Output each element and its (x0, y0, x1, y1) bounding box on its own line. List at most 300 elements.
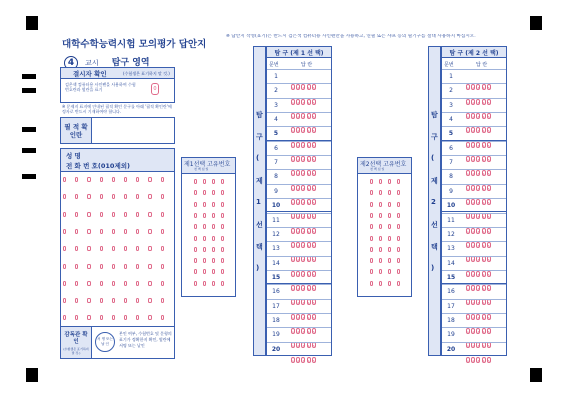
answer-bubble[interactable]: 3 (302, 114, 305, 119)
answer-bubble[interactable]: 5 (487, 186, 490, 191)
grid-bubble[interactable] (75, 281, 78, 286)
grid-bubble[interactable] (221, 224, 224, 229)
grid-bubble[interactable] (203, 281, 206, 286)
answer-bubble[interactable]: 1 (292, 100, 294, 105)
grid-bubble[interactable] (221, 269, 224, 274)
answer-bubble[interactable]: 2 (297, 272, 300, 277)
answer-bubble[interactable]: 2 (472, 358, 475, 363)
answer-bubble[interactable]: 5 (487, 215, 490, 220)
answer-bubble[interactable]: 2 (472, 258, 475, 263)
grid-bubble[interactable] (388, 179, 391, 184)
answer-bubble[interactable]: 5 (487, 272, 490, 277)
grid-bubble[interactable] (221, 213, 224, 218)
grid-bubble[interactable] (112, 177, 115, 182)
answer-bubble[interactable]: 1 (292, 200, 294, 205)
grid-bubble[interactable] (136, 212, 139, 217)
answer-bubble[interactable]: 2 (297, 114, 300, 119)
answer-bubble[interactable]: 4 (482, 186, 485, 191)
grid-bubble[interactable] (388, 213, 391, 218)
grid-bubble[interactable] (136, 229, 139, 234)
answer-bubble[interactable]: 5 (487, 86, 490, 91)
grid-bubble[interactable] (161, 264, 164, 269)
grid-bubble[interactable] (388, 281, 391, 286)
grid-bubble[interactable] (75, 212, 78, 217)
grid-bubble[interactable] (87, 315, 90, 320)
answer-bubble[interactable]: 3 (477, 186, 480, 191)
grid-bubble[interactable] (75, 315, 78, 320)
grid-bubble[interactable] (203, 258, 206, 263)
answer-bubble[interactable]: 3 (302, 157, 305, 162)
answer-bubble[interactable]: 5 (312, 258, 315, 263)
answer-bubble[interactable]: 5 (312, 129, 315, 134)
grid-bubble[interactable] (148, 281, 151, 286)
answer-bubble[interactable]: 5 (487, 258, 490, 263)
grid-bubble[interactable] (203, 236, 206, 241)
grid-bubble[interactable] (75, 264, 78, 269)
grid-bubble[interactable] (124, 281, 127, 286)
answer-bubble[interactable]: 4 (482, 100, 485, 105)
grid-bubble[interactable] (63, 229, 66, 234)
answer-bubble[interactable]: 1 (467, 86, 469, 91)
answer-bubble[interactable]: 1 (467, 315, 469, 320)
grid-bubble[interactable] (397, 224, 400, 229)
answer-bubble[interactable]: 2 (297, 244, 300, 249)
answer-bubble[interactable]: 5 (312, 143, 315, 148)
answer-bubble[interactable]: 5 (487, 114, 490, 119)
answer-bubble[interactable]: 5 (312, 86, 315, 91)
grid-bubble[interactable] (203, 224, 206, 229)
answer-bubble[interactable]: 2 (297, 344, 300, 349)
grid-bubble[interactable] (370, 202, 373, 207)
answer-bubble[interactable]: 5 (312, 330, 315, 335)
grid-bubble[interactable] (112, 315, 115, 320)
grid-bubble[interactable] (148, 264, 151, 269)
grid-bubble[interactable] (194, 213, 197, 218)
answer-bubble[interactable]: 4 (307, 272, 310, 277)
answer-bubble[interactable]: 5 (487, 157, 490, 162)
grid-bubble[interactable] (194, 247, 197, 252)
grid-bubble[interactable] (370, 269, 373, 274)
answer-bubble[interactable]: 5 (487, 172, 490, 177)
answer-bubble[interactable]: 1 (467, 100, 469, 105)
answer-bubble[interactable]: 3 (302, 200, 305, 205)
answer-bubble[interactable]: 2 (472, 114, 475, 119)
answer-bubble[interactable]: 1 (292, 143, 294, 148)
grid-bubble[interactable] (379, 247, 382, 252)
absent-check-bubble[interactable]: 0 (151, 83, 159, 95)
grid-bubble[interactable] (87, 246, 90, 251)
grid-bubble[interactable] (370, 213, 373, 218)
grid-bubble[interactable] (87, 264, 90, 269)
answer-bubble[interactable]: 5 (312, 114, 315, 119)
answer-bubble[interactable]: 4 (482, 301, 485, 306)
grid-bubble[interactable] (112, 229, 115, 234)
answer-bubble[interactable]: 2 (297, 86, 300, 91)
grid-bubble[interactable] (212, 224, 215, 229)
grid-bubble[interactable] (136, 246, 139, 251)
answer-bubble[interactable]: 3 (302, 186, 305, 191)
grid-bubble[interactable] (63, 177, 66, 182)
answer-bubble[interactable]: 3 (302, 344, 305, 349)
grid-bubble[interactable] (136, 281, 139, 286)
grid-bubble[interactable] (112, 298, 115, 303)
grid-bubble[interactable] (124, 229, 127, 234)
code1-bubble-grid[interactable] (194, 179, 234, 294)
answer-bubble[interactable]: 5 (487, 200, 490, 205)
answer-bubble[interactable]: 4 (482, 287, 485, 292)
answer-bubble[interactable]: 5 (487, 100, 490, 105)
grid-bubble[interactable] (112, 246, 115, 251)
grid-bubble[interactable] (221, 258, 224, 263)
answer-bubble[interactable]: 2 (472, 330, 475, 335)
answer-bubble[interactable]: 4 (482, 344, 485, 349)
grid-bubble[interactable] (112, 212, 115, 217)
answer-bubble[interactable]: 3 (477, 344, 480, 349)
answer-bubble[interactable]: 4 (482, 258, 485, 263)
grid-bubble[interactable] (203, 179, 206, 184)
answer-bubble[interactable]: 2 (297, 315, 300, 320)
answer-bubble[interactable]: 4 (307, 100, 310, 105)
grid-bubble[interactable] (212, 190, 215, 195)
answer-bubble[interactable]: 4 (307, 244, 310, 249)
grid-bubble[interactable] (388, 258, 391, 263)
grid-bubble[interactable] (379, 224, 382, 229)
grid-bubble[interactable] (75, 246, 78, 251)
answer-bubble[interactable]: 2 (472, 143, 475, 148)
answer-bubble[interactable]: 4 (307, 114, 310, 119)
grid-bubble[interactable] (397, 202, 400, 207)
answer-bubble[interactable]: 5 (312, 172, 315, 177)
grid-bubble[interactable] (212, 202, 215, 207)
answer-bubble[interactable]: 3 (302, 315, 305, 320)
answer-bubble[interactable]: 3 (302, 86, 305, 91)
grid-bubble[interactable] (161, 246, 164, 251)
grid-bubble[interactable] (379, 281, 382, 286)
answer-bubble[interactable]: 3 (477, 229, 480, 234)
answer-bubble[interactable]: 2 (297, 258, 300, 263)
grid-bubble[interactable] (194, 202, 197, 207)
answer-bubble[interactable]: 1 (292, 344, 294, 349)
answer-bubble[interactable]: 1 (467, 229, 469, 234)
answer-bubble[interactable]: 2 (297, 287, 300, 292)
answer-bubble[interactable]: 3 (477, 330, 480, 335)
answer-bubble[interactable]: 1 (292, 301, 294, 306)
grid-bubble[interactable] (112, 281, 115, 286)
grid-bubble[interactable] (63, 212, 66, 217)
answer-bubble[interactable]: 5 (487, 344, 490, 349)
answer-bubble[interactable]: 2 (472, 129, 475, 134)
answer-bubble[interactable]: 4 (482, 157, 485, 162)
answer-bubble[interactable]: 4 (307, 258, 310, 263)
answer-bubble[interactable]: 5 (312, 315, 315, 320)
answer-bubble[interactable]: 5 (487, 229, 490, 234)
grid-bubble[interactable] (203, 190, 206, 195)
grid-bubble[interactable] (161, 229, 164, 234)
answer-bubble[interactable]: 3 (302, 100, 305, 105)
answer-bubble[interactable]: 2 (297, 172, 300, 177)
handwriting-input-area[interactable] (92, 118, 175, 143)
answer-bubble[interactable]: 1 (467, 258, 469, 263)
grid-bubble[interactable] (161, 298, 164, 303)
answer-bubble[interactable]: 1 (467, 272, 469, 277)
answer-bubble[interactable]: 3 (477, 244, 480, 249)
answer-bubble[interactable]: 1 (467, 200, 469, 205)
answer-bubble[interactable]: 2 (472, 186, 475, 191)
answer-bubble[interactable]: 4 (307, 157, 310, 162)
answer-bubble[interactable]: 2 (297, 301, 300, 306)
answer-bubble[interactable]: 1 (467, 172, 469, 177)
grid-bubble[interactable] (124, 246, 127, 251)
grid-bubble[interactable] (203, 247, 206, 252)
grid-bubble[interactable] (203, 213, 206, 218)
grid-bubble[interactable] (63, 194, 66, 199)
grid-bubble[interactable] (87, 177, 90, 182)
answer-bubble[interactable]: 4 (307, 358, 310, 363)
answer-bubble[interactable]: 1 (467, 301, 469, 306)
grid-bubble[interactable] (388, 247, 391, 252)
grid-bubble[interactable] (148, 194, 151, 199)
grid-bubble[interactable] (370, 247, 373, 252)
answer-bubble[interactable]: 1 (292, 272, 294, 277)
grid-bubble[interactable] (161, 281, 164, 286)
answer-bubble[interactable]: 1 (467, 330, 469, 335)
answer-bubble[interactable]: 4 (482, 143, 485, 148)
answer-bubble[interactable]: 5 (487, 330, 490, 335)
grid-bubble[interactable] (136, 264, 139, 269)
grid-bubble[interactable] (379, 213, 382, 218)
answer-bubble[interactable]: 5 (312, 100, 315, 105)
grid-bubble[interactable] (221, 179, 224, 184)
answer-bubble[interactable]: 3 (302, 129, 305, 134)
grid-bubble[interactable] (63, 246, 66, 251)
grid-bubble[interactable] (212, 236, 215, 241)
answer-bubble[interactable]: 5 (312, 244, 315, 249)
grid-bubble[interactable] (87, 194, 90, 199)
grid-bubble[interactable] (87, 298, 90, 303)
answer-bubble[interactable]: 2 (472, 315, 475, 320)
answer-bubble[interactable]: 4 (307, 215, 310, 220)
answer-bubble[interactable]: 4 (307, 344, 310, 349)
grid-bubble[interactable] (221, 190, 224, 195)
grid-bubble[interactable] (194, 269, 197, 274)
answer-bubble[interactable]: 1 (467, 186, 469, 191)
answer-bubble[interactable]: 2 (472, 229, 475, 234)
answer-bubble[interactable]: 5 (312, 157, 315, 162)
grid-bubble[interactable] (397, 236, 400, 241)
grid-bubble[interactable] (124, 194, 127, 199)
answer-bubble[interactable]: 4 (307, 200, 310, 205)
answer-bubble[interactable]: 2 (297, 143, 300, 148)
grid-bubble[interactable] (388, 236, 391, 241)
answer-bubble[interactable]: 4 (307, 330, 310, 335)
answer-bubble[interactable]: 4 (482, 215, 485, 220)
grid-bubble[interactable] (112, 264, 115, 269)
grid-bubble[interactable] (203, 202, 206, 207)
answer-bubble[interactable]: 3 (477, 114, 480, 119)
answer-bubble[interactable]: 2 (472, 344, 475, 349)
answer-bubble[interactable]: 1 (467, 143, 469, 148)
answer-bubble[interactable]: 3 (477, 215, 480, 220)
grid-bubble[interactable] (397, 281, 400, 286)
grid-bubble[interactable] (370, 281, 373, 286)
grid-bubble[interactable] (136, 298, 139, 303)
answer-bubble[interactable]: 2 (472, 200, 475, 205)
grid-bubble[interactable] (148, 298, 151, 303)
answer-bubble[interactable]: 1 (292, 129, 294, 134)
answer-bubble[interactable]: 3 (477, 129, 480, 134)
grid-bubble[interactable] (397, 179, 400, 184)
answer-bubble[interactable]: 2 (297, 129, 300, 134)
answer-bubble[interactable]: 2 (472, 301, 475, 306)
answer-bubble[interactable]: 1 (292, 114, 294, 119)
answer-bubble[interactable]: 1 (467, 358, 469, 363)
answer-bubble[interactable]: 2 (472, 157, 475, 162)
grid-bubble[interactable] (63, 298, 66, 303)
grid-bubble[interactable] (136, 177, 139, 182)
grid-bubble[interactable] (124, 264, 127, 269)
answer-bubble[interactable]: 5 (487, 315, 490, 320)
grid-bubble[interactable] (148, 246, 151, 251)
answer-bubble[interactable]: 2 (297, 330, 300, 335)
grid-bubble[interactable] (148, 177, 151, 182)
answer-bubble[interactable]: 1 (467, 157, 469, 162)
grid-bubble[interactable] (212, 281, 215, 286)
answer-bubble[interactable]: 4 (307, 143, 310, 148)
grid-bubble[interactable] (388, 269, 391, 274)
answer-bubble[interactable]: 3 (302, 287, 305, 292)
grid-bubble[interactable] (148, 229, 151, 234)
grid-bubble[interactable] (161, 177, 164, 182)
answer-bubble[interactable]: 2 (472, 172, 475, 177)
answer-bubble[interactable]: 5 (312, 358, 315, 363)
answer-bubble[interactable]: 3 (477, 86, 480, 91)
answer-bubble[interactable]: 4 (307, 301, 310, 306)
answer-bubble[interactable]: 4 (307, 186, 310, 191)
answer-bubble[interactable]: 3 (477, 272, 480, 277)
answer-bubble[interactable]: 3 (302, 258, 305, 263)
grid-bubble[interactable] (100, 281, 103, 286)
grid-bubble[interactable] (194, 224, 197, 229)
answer-bubble[interactable]: 1 (467, 287, 469, 292)
answer-bubble[interactable]: 1 (292, 244, 294, 249)
grid-bubble[interactable] (100, 212, 103, 217)
answer-bubble[interactable]: 1 (467, 114, 469, 119)
answer-bubble[interactable]: 2 (297, 200, 300, 205)
grid-bubble[interactable] (63, 264, 66, 269)
answer-bubble[interactable]: 1 (292, 86, 294, 91)
answer-bubble[interactable]: 4 (307, 86, 310, 91)
grid-bubble[interactable] (194, 236, 197, 241)
answer-bubble[interactable]: 2 (472, 287, 475, 292)
grid-bubble[interactable] (124, 212, 127, 217)
grid-bubble[interactable] (370, 224, 373, 229)
answer-bubble[interactable]: 3 (477, 200, 480, 205)
grid-bubble[interactable] (379, 190, 382, 195)
grid-bubble[interactable] (75, 177, 78, 182)
grid-bubble[interactable] (221, 202, 224, 207)
answer-bubble[interactable]: 3 (302, 272, 305, 277)
answer-bubble[interactable]: 4 (482, 172, 485, 177)
grid-bubble[interactable] (124, 298, 127, 303)
answer-bubble[interactable]: 2 (472, 100, 475, 105)
answer-bubble[interactable]: 4 (482, 315, 485, 320)
answer-bubble[interactable]: 4 (482, 272, 485, 277)
answer-bubble[interactable]: 5 (487, 143, 490, 148)
grid-bubble[interactable] (212, 213, 215, 218)
grid-bubble[interactable] (203, 269, 206, 274)
answer-bubble[interactable]: 5 (487, 287, 490, 292)
grid-bubble[interactable] (161, 212, 164, 217)
grid-bubble[interactable] (397, 213, 400, 218)
answer-bubble[interactable]: 1 (467, 129, 469, 134)
grid-bubble[interactable] (388, 202, 391, 207)
grid-bubble[interactable] (194, 281, 197, 286)
grid-bubble[interactable] (221, 247, 224, 252)
grid-bubble[interactable] (397, 247, 400, 252)
answer-bubble[interactable]: 5 (487, 129, 490, 134)
grid-bubble[interactable] (75, 229, 78, 234)
answer-bubble[interactable]: 2 (472, 272, 475, 277)
answer-bubble[interactable]: 2 (297, 186, 300, 191)
grid-bubble[interactable] (100, 194, 103, 199)
answer-bubble[interactable]: 2 (297, 157, 300, 162)
grid-bubble[interactable] (212, 247, 215, 252)
answer-bubble[interactable]: 5 (487, 244, 490, 249)
answer-bubble[interactable]: 5 (312, 215, 315, 220)
answer-bubble[interactable]: 4 (482, 200, 485, 205)
answer-bubble[interactable]: 4 (307, 287, 310, 292)
grid-bubble[interactable] (370, 190, 373, 195)
grid-bubble[interactable] (370, 236, 373, 241)
grid-bubble[interactable] (124, 315, 127, 320)
answer-bubble[interactable]: 5 (312, 287, 315, 292)
grid-bubble[interactable] (100, 298, 103, 303)
grid-bubble[interactable] (379, 236, 382, 241)
answer-bubble[interactable]: 3 (477, 172, 480, 177)
grid-bubble[interactable] (370, 258, 373, 263)
grid-bubble[interactable] (87, 212, 90, 217)
answer-bubble[interactable]: 3 (302, 358, 305, 363)
grid-bubble[interactable] (388, 224, 391, 229)
grid-bubble[interactable] (221, 281, 224, 286)
answer-bubble[interactable]: 5 (312, 344, 315, 349)
grid-bubble[interactable] (212, 269, 215, 274)
answer-bubble[interactable]: 4 (307, 172, 310, 177)
answer-bubble[interactable]: 1 (292, 215, 294, 220)
answer-bubble[interactable]: 1 (292, 330, 294, 335)
answer-bubble[interactable]: 5 (487, 358, 490, 363)
answer-bubble[interactable]: 2 (297, 100, 300, 105)
answer-bubble[interactable]: 1 (292, 315, 294, 320)
answer-bubble[interactable]: 3 (477, 358, 480, 363)
answer-bubble[interactable]: 1 (292, 358, 294, 363)
answer-bubble[interactable]: 3 (302, 143, 305, 148)
answer-bubble[interactable]: 3 (477, 287, 480, 292)
answer-bubble[interactable]: 3 (477, 100, 480, 105)
answer-bubble[interactable]: 3 (477, 315, 480, 320)
grid-bubble[interactable] (161, 315, 164, 320)
answer-bubble[interactable]: 3 (477, 143, 480, 148)
grid-bubble[interactable] (112, 194, 115, 199)
answer-bubble[interactable]: 3 (302, 172, 305, 177)
grid-bubble[interactable] (63, 281, 66, 286)
grid-bubble[interactable] (100, 229, 103, 234)
answer-bubble[interactable]: 3 (477, 301, 480, 306)
answer-bubble[interactable]: 1 (292, 258, 294, 263)
answer-bubble[interactable]: 1 (292, 229, 294, 234)
answer-bubble[interactable]: 5 (312, 272, 315, 277)
grid-bubble[interactable] (124, 177, 127, 182)
